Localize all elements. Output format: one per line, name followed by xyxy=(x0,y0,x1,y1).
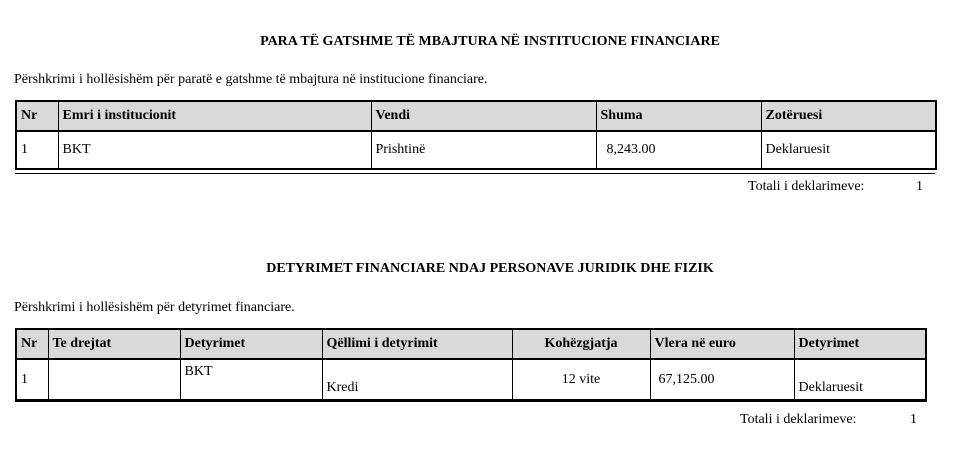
section1-title: PARA TË GATSHME TË MBAJTURA NË INSTITUCIONE FINANCIARE xyxy=(260,34,720,49)
header-duration: Kohëzgjatja xyxy=(512,329,650,359)
header-value: Vlera në euro xyxy=(650,329,794,359)
section1-total-value: 1 xyxy=(916,179,923,194)
table-header-row xyxy=(16,101,936,131)
section2-title: DETYRIMET FINANCIARE NDAJ PERSONAVE JURIDIK DHE FIZIK xyxy=(266,261,714,276)
cell-duration: 12 vite xyxy=(512,359,650,401)
cell-amount: 8,243.00 xyxy=(596,131,761,169)
header-rights: Te drejtat xyxy=(48,329,180,359)
header-purpose: Qëllimi i detyrimit xyxy=(322,329,512,359)
cell-nr: 1 xyxy=(16,359,48,401)
cell-purpose: Kredi xyxy=(322,359,512,401)
table-row xyxy=(16,131,936,169)
table-header-row xyxy=(16,329,926,359)
cell-owner: Deklaruesit xyxy=(761,131,936,169)
header-nr: Nr xyxy=(16,101,58,131)
cell-nr: 1 xyxy=(16,131,58,169)
cell-liabilities: BKT xyxy=(180,359,322,401)
section2-total-label: Totali i deklarimeve: xyxy=(740,412,857,427)
header-institution: Emri i institucionit xyxy=(58,101,371,131)
cell-holder: Deklaruesit xyxy=(794,359,926,401)
cell-institution: BKT xyxy=(58,131,371,169)
cell-value: 67,125.00 xyxy=(650,359,794,401)
cell-rights xyxy=(48,359,180,401)
section2-total-value: 1 xyxy=(910,412,917,427)
header-owner: Zotëruesi xyxy=(761,101,936,131)
cell-place: Prishtinë xyxy=(371,131,596,169)
header-liabilities: Detyrimet xyxy=(180,329,322,359)
header-amount: Shuma xyxy=(596,101,761,131)
table-bottom-rule xyxy=(15,399,925,400)
table-row xyxy=(16,359,926,401)
liabilities-table xyxy=(15,328,927,402)
cash-table xyxy=(15,100,937,170)
table-bottom-rule xyxy=(15,173,935,174)
header-nr: Nr xyxy=(16,329,48,359)
header-place: Vendi xyxy=(371,101,596,131)
section2-description: Përshkrimi i hollësishëm për detyrimet financiare. xyxy=(14,300,295,315)
section1-total-label: Totali i deklarimeve: xyxy=(748,179,865,194)
header-liabilities-holder: Detyrimet xyxy=(794,329,926,359)
section1-description: Përshkrimi i hollësishëm për paratë e gatshme të mbajtura në institucione financiare. xyxy=(14,72,488,87)
